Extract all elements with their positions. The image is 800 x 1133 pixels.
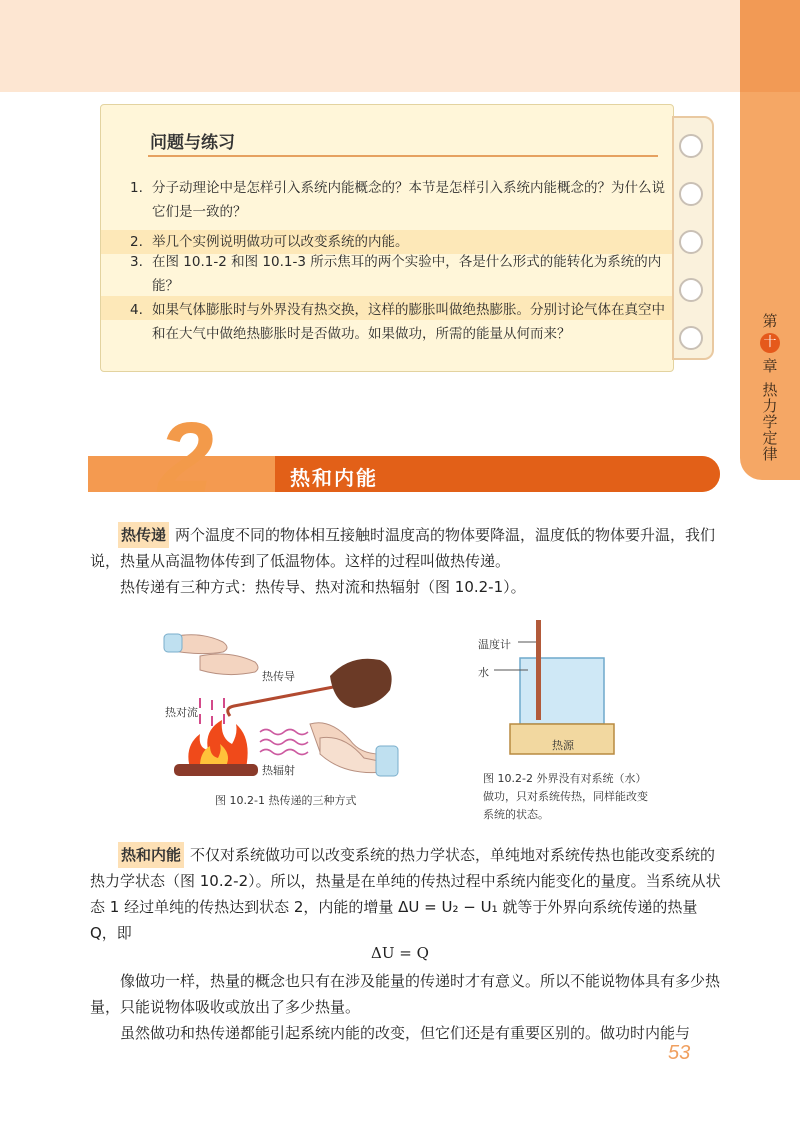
exercise-item <box>130 298 670 346</box>
exercise-item-number: 1. <box>130 180 143 196</box>
label-water: 水 <box>478 666 489 679</box>
exercise-item <box>130 250 670 298</box>
exercise-item-text: 如果气体膨胀时与外界没有热交换，这样的膨胀叫做绝热膨胀。分别讨论气体在真空中和在大气中做绝热膨胀时是否做功。如果做功，所需的能量从何而来？ <box>152 302 665 342</box>
binder-ring-icon <box>679 182 703 206</box>
binder-ring-icon <box>679 278 703 302</box>
exercise-item-text: 举几个实例说明做功可以改变系统的内能。 <box>152 234 409 250</box>
header-band <box>0 0 740 92</box>
label-heat-source: 热源 <box>552 739 574 752</box>
paragraph-three-modes: 热传递有三种方式：热传导、热对流和热辐射（图 10.2-1）。 <box>120 578 526 596</box>
paragraph-text: 不仅对系统做功可以改变系统的热力学状态，单纯地对系统传热也能改变系统的热力学状态（图 10.2-2）。所以，热量是在单纯的传热过程中系统内能变化的量度。当系统从状态 1 经过单纯的传热达到状态 2，内能的增量 ΔU = U₂ − U₁ 就等于外界向系统传递的热量 Q，即 <box>90 846 721 942</box>
exercise-item-text: 在图 10.1-2 和图 10.1-3 所示焦耳的两个实验中，各是什么形式的能转化为系统的内能？ <box>152 254 662 294</box>
chapter-suffix: 章 <box>762 357 778 375</box>
figure2-caption: 图 10.2-2 外界没有对系统（水）做功，只对系统传热，同样能改变系统的状态。 <box>483 772 648 821</box>
paragraph-work-vs-heat: 虽然做功和热传递都能引起系统内能的改变，但它们还是有重要区别的。做功时内能与 <box>120 1024 691 1042</box>
thermometer-icon <box>536 620 541 720</box>
chapter-indicator <box>752 310 788 462</box>
paragraph-heat-transfer <box>90 522 722 574</box>
section-number: 2 <box>158 402 214 514</box>
logs-icon <box>174 764 258 776</box>
figure1-caption: 图 10.2-1 热传递的三种方式 <box>215 794 357 807</box>
sleeve-icon <box>376 746 398 776</box>
binder-ring-icon <box>679 230 703 254</box>
exercise-item-text: 分子动理论中是怎样引入系统内能概念的？本节是怎样引入系统内能概念的？为什么说它们是一致的？ <box>152 180 665 220</box>
exercise-item-number: 4. <box>130 302 143 318</box>
binder-ring-icon <box>679 134 703 158</box>
equation: ΔU = Q <box>371 944 429 962</box>
page-number: 53 <box>668 1042 691 1064</box>
binder-ring-icon <box>679 326 703 350</box>
exercise-item-number: 2. <box>130 234 143 250</box>
keyword-heat-internal-energy: 热和内能 <box>118 842 184 868</box>
hand-icon <box>200 654 258 675</box>
keyword-heat-transfer: 热传递 <box>118 522 169 548</box>
paragraph-heat-concept: 像做功一样，热量的概念也只有在涉及能量的传递时才有意义。所以不能说物体具有多少热量，只能说物体吸收或放出了多少热量。 <box>90 972 721 1016</box>
chapter-prefix: 第 <box>762 312 778 330</box>
label-convection: 热对流 <box>165 706 198 719</box>
label-radiation: 热辐射 <box>262 764 295 777</box>
label-conduction: 热传导 <box>262 670 295 683</box>
exercise-title-rule <box>148 155 658 157</box>
paragraph-text: 两个温度不同的物体相互接触时温度高的物体要降温，温度低的物体要升温，我们说，热量从高温物体传到了低温物体。这样的过程叫做热传递。 <box>90 526 716 570</box>
glove-icon <box>330 659 392 708</box>
exercise-item-number: 3. <box>130 254 143 270</box>
paragraph-heat-and-internal-energy <box>90 842 722 946</box>
section-title: 热和内能 <box>290 466 378 490</box>
sleeve-icon <box>164 634 182 652</box>
label-thermometer: 温度计 <box>478 638 511 651</box>
chapter-title: 热力学定律 <box>760 382 779 462</box>
chapter-number-badge: 十 <box>760 333 780 353</box>
exercise-item <box>130 176 670 224</box>
chapter-side-tab-top <box>740 0 800 92</box>
water-container-icon <box>520 658 604 724</box>
exercise-title: 问题与练习 <box>150 133 235 153</box>
radiation-waves-icon <box>260 730 308 755</box>
